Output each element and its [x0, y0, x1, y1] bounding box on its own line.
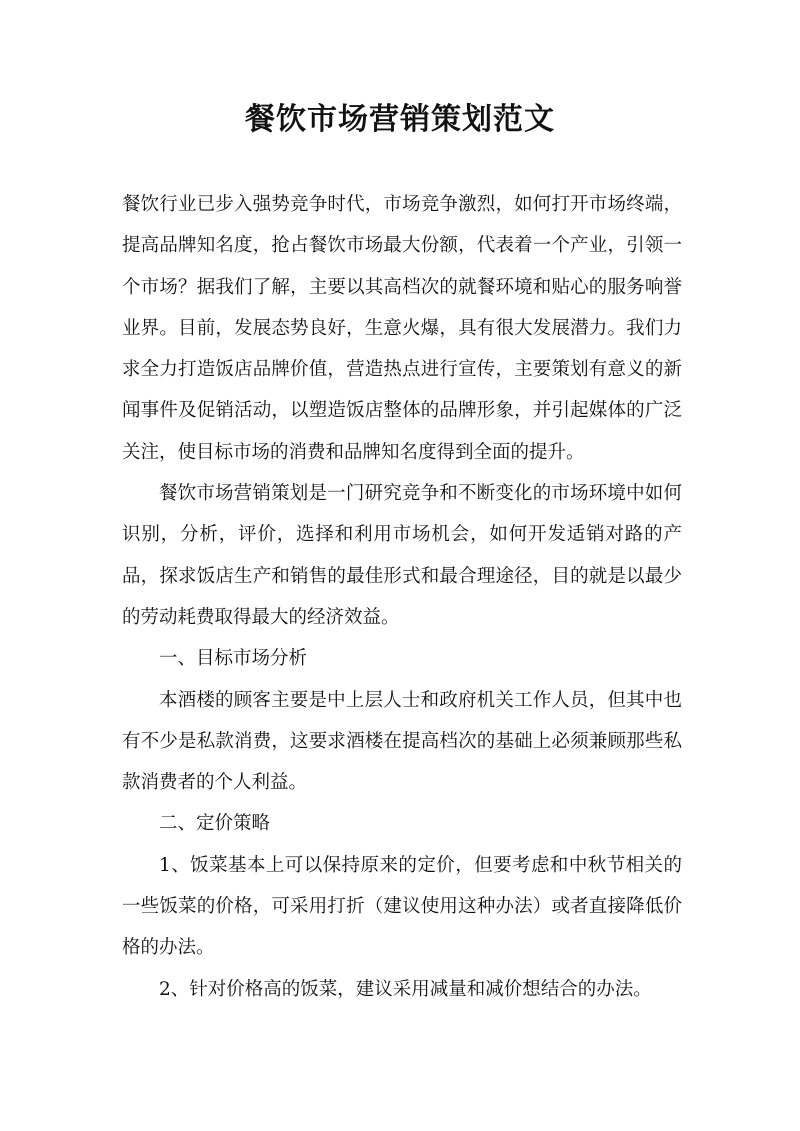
section-heading-pricing: 二、定价策略 [159, 813, 271, 835]
paragraph-pricing-item-2: 2、针对价格高的饭菜，建议采用减量和减价想结合的办法。 [159, 978, 652, 1000]
paragraph-planning-definition: 餐饮市场营销策划是一门研究竞争和不断变化的市场环境中如何识别，分析，评价，选择和利用市场机会，如何开发适销对路的产品，探求饭店生产和销售的最佳形式和最合理途径，目的就是以最少的劳动耗费取得最大的经济效益。 [122, 483, 682, 628]
section-heading-target-market: 一、目标市场分析 [159, 648, 308, 670]
document-body [122, 184, 682, 1010]
document-title: 餐饮市场营销策划范文 [245, 102, 555, 137]
paragraph-intro: 餐饮行业已步入强势竞争时代，市场竞争激烈，如何打开市场终端，提高品牌知名度，抢占餐饮市场最大份额，代表着一个产业，引领一个市场？据我们了解，主要以其高档次的就餐环境和贴心的服务响誉业界。目前，发展态势良好，生意火爆，具有很大发展潜力。我们力求全力打造饭店品牌价值，营造热点进行宣传，主要策划有意义的新闻事件及促销活动，以塑造饭店整体的品牌形象，并引起媒体的广泛关注，使目标市场的消费和品牌知名度得到全面的提升。 [122, 194, 682, 463]
paragraph-target-market: 本酒楼的顾客主要是中上层人士和政府机关工作人员，但其中也有不少是私款消费，这要求酒楼在提高档次的基础上必须兼顾那些私款消费者的个人利益。 [122, 689, 682, 794]
paragraph-pricing-item-1: 1、饭菜基本上可以保持原来的定价，但要考虑和中秋节相关的一些饭菜的价格，可采用打折（建议使用这种办法）或者直接降低价格的办法。 [122, 854, 682, 959]
